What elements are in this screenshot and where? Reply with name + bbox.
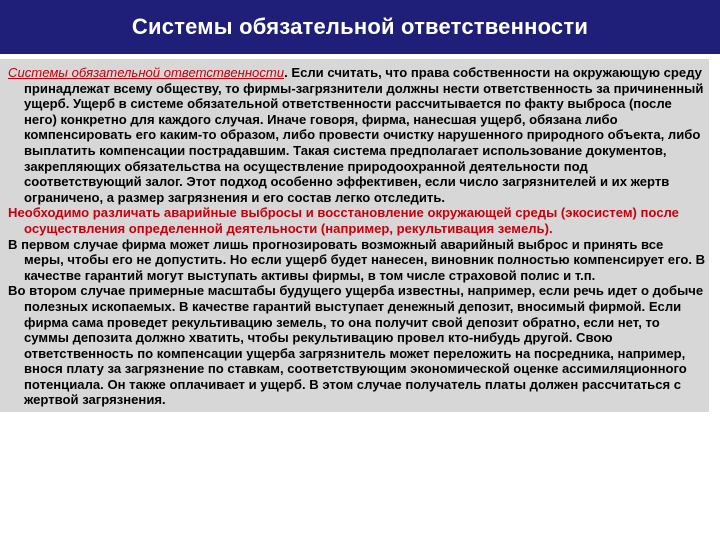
slide-title: Системы обязательной ответственности bbox=[131, 14, 589, 39]
paragraph-body: . Если считать, что права собственности на окружающую среду принадлежат всему обществу, то фирмы-загрязнители должны нести ответственность за причиненный ущерб. Ущерб в системе обязательной ответственности рассчитывается по факту выброса (после него) конкретно для каждого случая. Иначе говоря, фирма, нанесшая ущерб, обязана либо компенсировать его каким-то образом, либо провести очистку нарушенного природного объекта, либо выплатить компенсации пострадавшим. Такая система предполагает использование документов, закрепляющих обязательства на осуществление природоохранной деятельности под соответствующий залог. Этот подход особенно эффективен, если число загрязнителей и их жертв ограничено, а размер загрязнения и его состав легко отследить. bbox=[24, 65, 704, 205]
paragraph-lead-term: Системы обязательной ответственности bbox=[8, 65, 285, 80]
paragraph-second-case: Во втором случае примерные масштабы будущего ущерба известны, например, если речь идет о добыче полезных ископаемых. В качестве гарантий выступает денежный депозит, вносимый фирмой. Если фирма сама проведет рекультивацию земель, то она получит свой депозит обратно, если нет, то суммы депозита должно хватить, чтобы рекультивацию провел кто-нибудь другой. Свою ответственность по компенсации ущерба загрязнитель может переложить на посредника, например, внося плату за загрязнение по ставкам, соответствующим экономической оценке ассимиляционного потенциала. Он также оплачивает и ущерб. В этом случае получатель платы должен рассчитаться с жертвой загрязнения. bbox=[8, 283, 704, 408]
paragraph-distinguish: Необходимо различать аварийные выбросы и восстановление окружающей среды (экосистем) после осуществления определенной деятельности (например, рекультивация земель). bbox=[8, 205, 679, 236]
title-bar bbox=[0, 0, 720, 54]
content-box bbox=[0, 59, 709, 412]
paragraph-first-case: В первом случае фирма может лишь прогнозировать возможный аварийный выброс и принять все меры, чтобы его не допустить. Но если ущерб будет нанесен, виновник полностью компенсирует его. В качестве гарантий могут выступать активы фирмы, в том числе страховой полис и т.п. bbox=[8, 236, 706, 283]
paragraph-obligatory-liability bbox=[8, 65, 706, 205]
